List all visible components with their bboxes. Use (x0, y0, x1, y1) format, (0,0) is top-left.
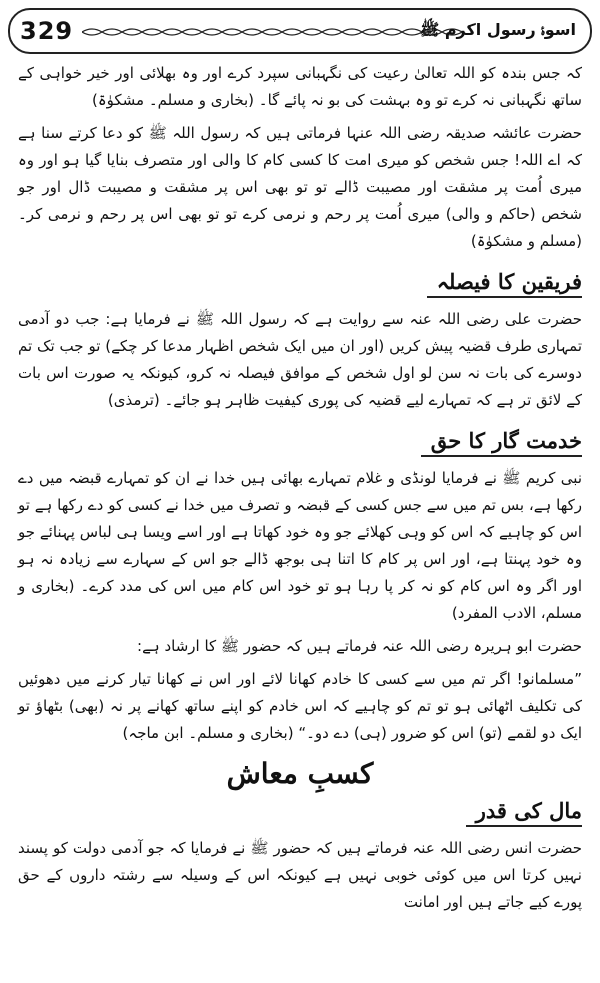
section-heading-2: خدمت گار کا حق (421, 428, 582, 457)
page-header (8, 8, 592, 54)
paragraph-5: حضرت ابو ہریرہ رضی اللہ عنہ فرماتے ہیں کہ حضور ﷺ کا ارشاد ہے: (137, 637, 582, 655)
section-heading-1: فریقین کا فیصلہ (427, 269, 582, 298)
paragraph-3: حضرت علی رضی اللہ عنہ سے روایت ہے کہ رسول اللہ ﷺ نے فرمایا ہے: جب دو آدمی تمہاری طرف قضیہ پیش کریں (اور ان میں ایک شخص اظہار مدعا کر چکے) تو جب تک تم دوسرے کی بات نہ سن لو اول شخص کے موافق فیصلہ نہ کرو، کیونکہ یہ صورت اس بات کے لائق تر ہے کہ تمہارے لیے قضیہ کی پوری کیفیت ظاہر ہو جائے۔ (ترمذی) (18, 310, 582, 409)
page-number: 329 (20, 17, 74, 45)
paragraph-4: نبی کریم ﷺ نے فرمایا لونڈی و غلام تمہارے بھائی ہیں خدا نے ان کو تمہارے قبضہ میں دے رکھا ہے، بس تم میں سے جس کسی کے قبضہ و تصرف میں خدا نے کسی کو دے رکھا ہے تو اس کو چاہیے کہ اس کو وہی کھلائے جو وہ خود کھاتا ہے اور اسے ویسا ہی لباس پہنائے جو وہ خود پہنتا ہے، اور اس پر کام کا اتنا ہی بوجھ ڈالے جو اس کے سہارے سے زیادہ نہ ہو اور اگر وہ اس کام کو نہ کر پا رہا ہو تو خود اس کام میں اس کی مدد کرے۔ (بخاری و مسلم، الادب المفرد) (18, 469, 582, 622)
paragraph-7: حضرت انس رضی اللہ عنہ فرماتے ہیں کہ حضور ﷺ نے فرمایا کہ جو آدمی دولت کو پسند نہیں کرتا اس میں کوئی خوبی نہیں ہے کیونکہ اس کے وسیلہ سے رشتہ داروں کے حق پورے کیے جاتے ہیں اور امانت (18, 839, 582, 911)
paragraph-1: کہ جس بندہ کو اللہ تعالیٰ رعیت کی نگہبانی سپرد کرے اور وہ بھلائی اور خیر خواہی کے ساتھ نگہبانی نہ کرے تو وہ بہشت کی بو نہ پائے گا۔ (بخاری و مسلم۔ مشکوٰۃ) (18, 64, 582, 109)
ornament-band-icon (82, 26, 462, 38)
paragraph-2: حضرت عائشہ صدیقہ رضی اللہ عنہا فرماتی ہیں کہ رسول اللہ ﷺ کو دعا کرتے سنا ہے کہ اے اللہ! جس شخص کو میری امت کا کسی کام کا والی اور متصرف بنایا گیا ہو اور وہ میری اُمت پر مشقت اور مصیبت ڈالے تو تو بھی اس پر مشقت و مصیبت ڈال اور جو شخص (حاکم و والی) میری اُمت پر رحم و نرمی کرے تو تو بھی اس پر رحم و نرمی کر۔ (مسلم و مشکوٰۃ) (18, 124, 582, 250)
chapter-title: کسبِ معاش (226, 757, 374, 790)
section-heading-3: مال کی قدر (466, 798, 582, 827)
running-title: اسوۂ رسول اکرم ﷺ (419, 20, 576, 39)
paragraph-6: ”مسلمانو! اگر تم میں سے کسی کا خادم کھانا لائے اور اس نے کھانا تیار کرنے میں دھوئیں کی تکلیف اٹھائی ہو تو تم کو چاہیے کہ اس خادم کو اپنے ساتھ کھانے پر نہ (بھی) بٹھاؤ تو ایک دو لقمے (تو) اس کو ضرور (ہی) دے دو۔“ (بخاری و مسلم۔ ابن ماجہ) (18, 670, 582, 742)
page-body (18, 60, 582, 922)
